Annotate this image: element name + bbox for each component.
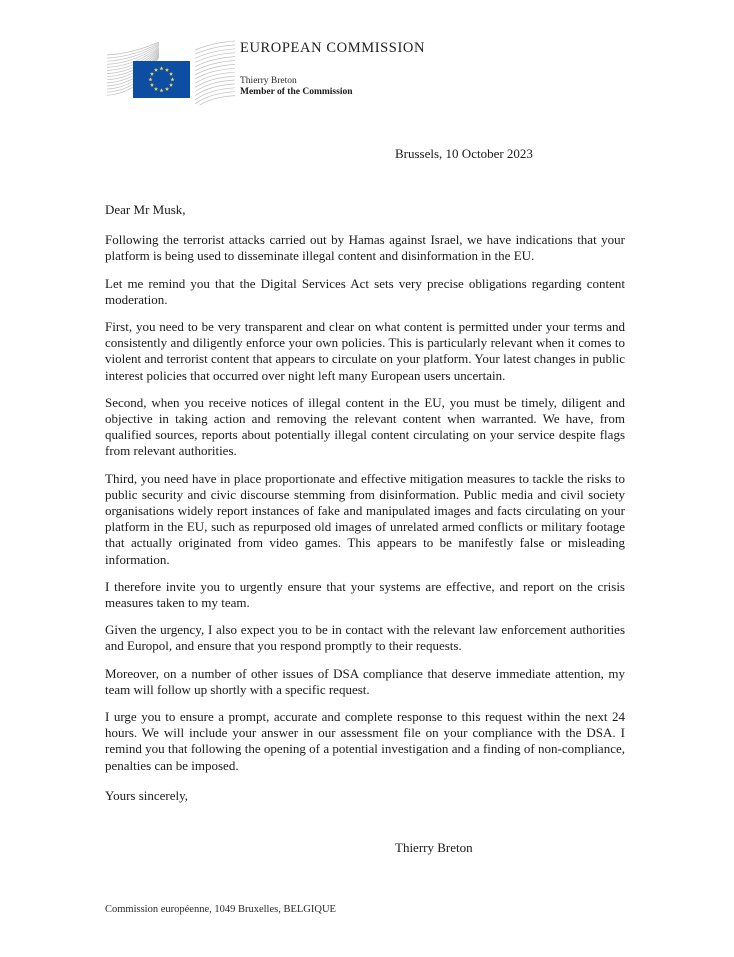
dateline: Brussels, 10 October 2023 (395, 146, 533, 161)
letterhead (240, 40, 425, 97)
body-paragraph: Second, when you receive notices of illegal content in the EU, you must be timely, diligent and objective in taking action and removing the relevant content when warranted. We have, from qualified sources, reports about potentially illegal content circulating on your service despite flags from relevant authorities. (105, 394, 625, 459)
closing: Yours sincerely, (105, 787, 189, 803)
signature-name: Thierry Breton (395, 840, 473, 856)
org-title: EUROPEAN COMMISSION (240, 40, 426, 56)
body-paragraph: First, you need to be very transparent and clear on what content is permitted under your terms and consistently and diligently enforce your own policies. This is particularly relevant when it comes to violent and terrorist content that appears to circulate on your platform. Your latest changes in public interest policies that occurred over night left many European users uncertain. (105, 319, 625, 383)
officer-name: Thierry Breton (240, 76, 297, 86)
officer-title: Member of the Commission (240, 87, 353, 97)
letter-body (105, 202, 625, 856)
body-paragraph: Following the terrorist attacks carried out by Hamas against Israel, we have indications that your platform is being used to disseminate illegal content and disinformation in the EU. (105, 232, 625, 264)
body-paragraph: I therefore invite you to urgently ensure that your systems are effective, and report on the crisis measures taken to my team. (105, 578, 625, 611)
body-paragraph: Third, you need have in place proportionate and effective mitigation measures to tackle the risks to public security and civic discourse stemming from disinformation. Public media and civil society organisations widely report instances of fake and manipulated images and facts circulating on your platform in the EU, such as repurposed old images of unrelated armed conflicts or military footage that actually originated from video games. This appears to be manifestly false or misleading information. (105, 470, 625, 567)
footer-address: Commission européenne, 1049 Bruxelles, BELGIQUE (105, 904, 336, 915)
body-paragraph: I urge you to ensure a prompt, accurate and complete response to this request within the next 24 hours. We will include your answer in our assessment file on your compliance with the DSA. I remind you that following the opening of a potential investigation and a finding of non-compliance, penalties can be imposed. (105, 709, 625, 773)
body-paragraph: Let me remind you that the Digital Services Act sets very precise obligations regarding content moderation. (105, 275, 625, 307)
body-paragraph: Moreover, on a number of other issues of DSA compliance that deserve immediate attention, my team will follow up shortly with a specific request. (105, 665, 625, 697)
european-commission-logo (107, 37, 235, 110)
salutation: Dear Mr Musk, (105, 202, 186, 217)
european-commission-logo-svg (107, 37, 235, 105)
logo-lines-right-icon (195, 41, 235, 105)
body-paragraph: Given the urgency, I also expect you to be in contact with the relevant law enforcement authorities and Europol, and ensure that you respond promptly to their requests. (105, 622, 625, 654)
